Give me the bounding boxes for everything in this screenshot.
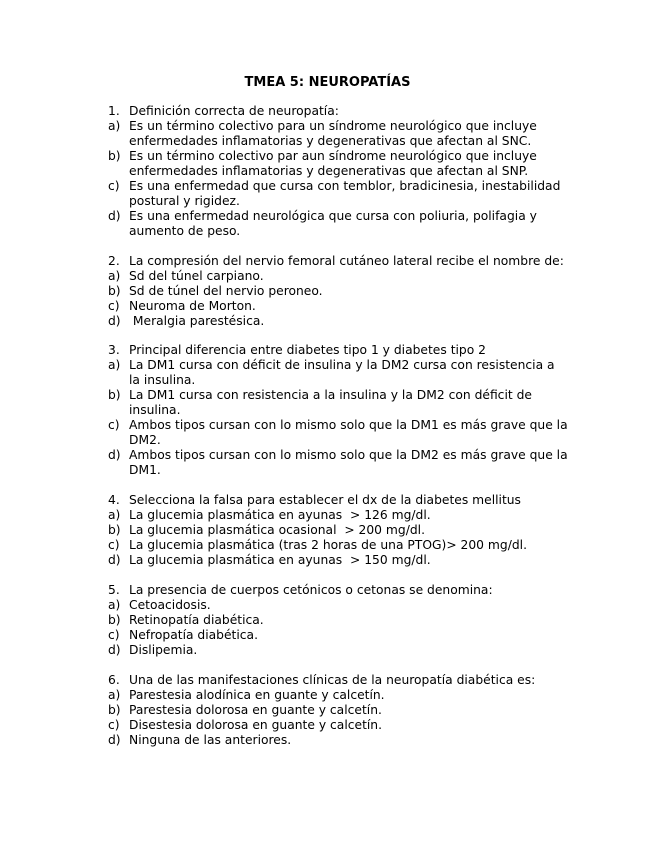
option-text: Es una enfermedad que cursa con temblor, bradicinesia, inestabilidad postural y rigidez. — [129, 179, 561, 208]
option-letter: c) — [108, 418, 120, 432]
answer-option — [108, 388, 568, 418]
answer-option — [108, 209, 568, 239]
answer-option — [108, 733, 568, 748]
option-letter: c) — [108, 179, 120, 193]
option-text: Sd del túnel carpiano. — [129, 269, 264, 283]
option-letter: d) — [108, 314, 121, 328]
question-text: Selecciona la falsa para establecer el dx de la diabetes mellitus — [129, 493, 521, 507]
option-text: Sd de túnel del nervio peroneo. — [129, 284, 323, 298]
option-letter: d) — [108, 448, 121, 462]
answer-option — [108, 703, 568, 718]
answer-option — [108, 314, 568, 329]
option-text: Parestesia dolorosa en guante y calcetín. — [129, 703, 382, 717]
question-number: 6. — [108, 673, 120, 687]
option-text: Ninguna de las anteriores. — [129, 733, 292, 747]
option-text: La DM1 cursa con resistencia a la insulina y la DM2 con déficit de insulina. — [129, 388, 532, 417]
answer-option — [108, 628, 568, 643]
question-number: 4. — [108, 493, 120, 507]
option-text: Meralgia parestésica. — [129, 314, 265, 328]
question-6 — [108, 673, 568, 748]
question-2 — [108, 254, 568, 329]
question-text: Una de las manifestaciones clínicas de la neuropatía diabética es: — [129, 673, 536, 687]
option-text: Es un término colectivo par aun síndrome neurológico que incluye enfermedades inflamatorias y degenerativas que afectan al SNP. — [129, 149, 537, 178]
option-letter: b) — [108, 703, 121, 717]
option-letter: d) — [108, 643, 121, 657]
answer-option — [108, 523, 568, 538]
option-text: La glucemia plasmática ocasional > 200 mg/dl. — [129, 523, 425, 537]
question-stem — [108, 493, 568, 508]
question-number: 5. — [108, 583, 120, 597]
question-1 — [108, 104, 568, 239]
answer-option — [108, 688, 568, 703]
option-text: Ambos tipos cursan con lo mismo solo que la DM2 es más grave que la DM1. — [129, 448, 568, 477]
question-number: 2. — [108, 254, 120, 268]
option-text: Dislipemia. — [129, 643, 198, 657]
option-letter: d) — [108, 209, 121, 223]
option-letter: a) — [108, 508, 121, 522]
question-text: La presencia de cuerpos cetónicos o cetonas se denomina: — [129, 583, 493, 597]
question-3 — [108, 343, 568, 478]
answer-option — [108, 448, 568, 478]
option-text: Retinopatía diabética. — [129, 613, 264, 627]
question-number: 1. — [108, 104, 120, 118]
question-stem — [108, 583, 568, 598]
option-letter: c) — [108, 628, 120, 642]
answer-option — [108, 598, 568, 613]
answer-option — [108, 149, 568, 179]
option-text: Disestesia dolorosa en guante y calcetín. — [129, 718, 383, 732]
question-stem — [108, 254, 568, 269]
question-text: Principal diferencia entre diabetes tipo 1 y diabetes tipo 2 — [129, 343, 486, 357]
question-text: Definición correcta de neuropatía: — [129, 104, 339, 118]
option-letter: a) — [108, 598, 121, 612]
answer-option — [108, 418, 568, 448]
question-list — [108, 104, 568, 763]
document-title: TMEA 5: NEUROPATÍAS — [244, 75, 411, 90]
answer-option — [108, 613, 568, 628]
answer-option — [108, 643, 568, 658]
option-text: Es una enfermedad neurológica que cursa con poliuria, polifagia y aumento de peso. — [129, 209, 537, 238]
option-letter: c) — [108, 299, 120, 313]
option-letter: a) — [108, 688, 121, 702]
answer-option — [108, 284, 568, 299]
answer-option — [108, 538, 568, 553]
option-letter: d) — [108, 553, 121, 567]
option-letter: c) — [108, 718, 120, 732]
question-number: 3. — [108, 343, 120, 357]
option-letter: b) — [108, 523, 121, 537]
option-letter: d) — [108, 733, 121, 747]
option-text: Cetoacidosis. — [129, 598, 211, 612]
option-text: La glucemia plasmática en ayunas > 150 mg/dl. — [129, 553, 431, 567]
option-letter: b) — [108, 388, 121, 402]
answer-option — [108, 269, 568, 284]
option-letter: a) — [108, 119, 121, 133]
question-4 — [108, 493, 568, 568]
option-letter: a) — [108, 269, 121, 283]
question-stem — [108, 104, 568, 119]
question-text: La compresión del nervio femoral cutáneo lateral recibe el nombre de: — [129, 254, 564, 268]
option-letter: b) — [108, 613, 121, 627]
question-stem — [108, 673, 568, 688]
question-stem — [108, 343, 568, 358]
question-5 — [108, 583, 568, 658]
answer-option — [108, 553, 568, 568]
option-letter: b) — [108, 149, 121, 163]
answer-option — [108, 508, 568, 523]
option-text: La glucemia plasmática (tras 2 horas de una PTOG)> 200 mg/dl. — [129, 538, 527, 552]
option-text: Neuroma de Morton. — [129, 299, 256, 313]
answer-option — [108, 358, 568, 388]
option-text: La glucemia plasmática en ayunas > 126 mg/dl. — [129, 508, 431, 522]
option-text: Ambos tipos cursan con lo mismo solo que la DM1 es más grave que la DM2. — [129, 418, 568, 447]
answer-option — [108, 179, 568, 209]
option-text: Es un término colectivo para un síndrome neurológico que incluye enfermedades inflamatorias y degenerativas que afectan al SNC. — [129, 119, 537, 148]
option-text: Parestesia alodínica en guante y calcetín. — [129, 688, 385, 702]
option-letter: c) — [108, 538, 120, 552]
option-letter: a) — [108, 358, 121, 372]
answer-option — [108, 119, 568, 149]
option-letter: b) — [108, 284, 121, 298]
option-text: Nefropatía diabética. — [129, 628, 258, 642]
answer-option — [108, 299, 568, 314]
option-text: La DM1 cursa con déficit de insulina y la DM2 cursa con resistencia a la insulina. — [129, 358, 555, 387]
answer-option — [108, 718, 568, 733]
